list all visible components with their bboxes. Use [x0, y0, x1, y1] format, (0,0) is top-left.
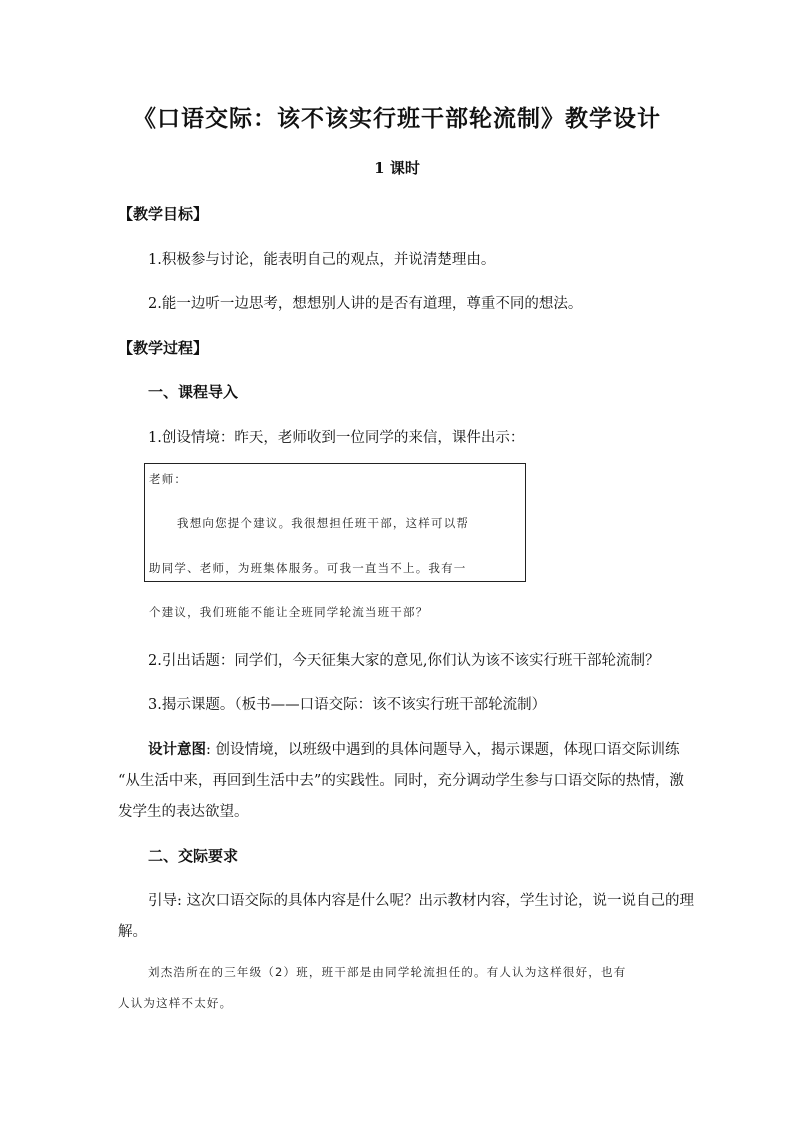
- part2-heading: 二、交际要求: [148, 847, 239, 865]
- design-intent-line-2: “从生活中来，再回到生活中去”的实践性。同时，充分调动学生参与口语交际的热情，激: [118, 773, 684, 789]
- letter-line-3: 个建议，我们班能不能让全班同学轮流当班干部？: [149, 605, 429, 619]
- part1-step2: 2.引出话题：同学们，今天征集大家的意见,你们认为该不该实行班干部轮流制？: [148, 653, 660, 669]
- part2-guide-line-1: 引导: 这次口语交际的具体内容是什么呢？出示教材内容，学生讨论，说一说自己的理: [148, 893, 694, 909]
- design-intent-line-3: 发学生的表达欲望。: [118, 804, 249, 820]
- textbook-excerpt-line-1: 刘杰浩所在的三年级（2）班，班干部是由同学轮流担任的。有人认为这样很好，也有: [148, 965, 627, 979]
- goal-item-1: 1.积极参与讨论，能表明自己的观点，并说清楚理由。: [148, 252, 496, 268]
- section-heading-goals: 【教学目标】: [118, 205, 209, 223]
- textbook-excerpt-line-2: 人认为这样不太好。: [118, 996, 233, 1010]
- document-subtitle: 1 课时: [374, 159, 420, 177]
- letter-salutation: 老师：: [149, 472, 188, 486]
- design-intent-line-1: [148, 738, 680, 759]
- part1-step3: 3.揭示课题。（板书——口语交际：该不该实行班干部轮流制）: [148, 697, 547, 713]
- section-heading-process: 【教学过程】: [118, 339, 209, 357]
- part1-step1: 1.创设情境：昨天，老师收到一位同学的来信，课件出示：: [148, 430, 525, 446]
- goal-item-2: 2.能一边听一边思考，想想别人讲的是否有道理，尊重不同的想法。: [148, 296, 583, 312]
- letter-line-2: 助同学、老师，为班集体服务。可我一直当不上。我有一: [149, 561, 467, 575]
- document-title: 《口语交际：该不该实行班干部轮流制》教学设计: [133, 105, 661, 132]
- part2-guide-line-2: 解。: [118, 924, 147, 940]
- letter-line-1: 我想向您提个建议。我很想担任班干部，这样可以帮: [177, 516, 470, 530]
- design-intent-text: : 创设情境，以班级中遇到的具体问题导入，揭示课题，体现口语交际训练: [206, 742, 680, 758]
- design-intent-label: 设计意图: [148, 741, 206, 758]
- part1-heading: 一、课程导入: [148, 383, 239, 401]
